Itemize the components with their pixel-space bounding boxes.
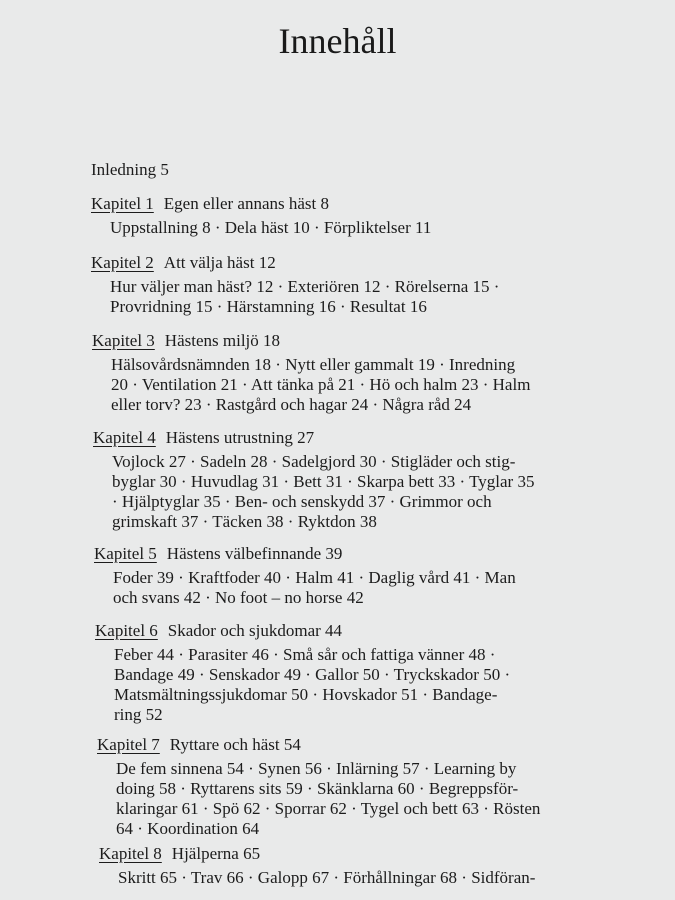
chapter-label: Kapitel 4 [93, 428, 156, 447]
section-line: och svans 42 · No foot – no horse 42 [113, 588, 364, 607]
chapter-sections [110, 218, 431, 238]
chapter-label: Kapitel 7 [97, 735, 160, 754]
chapter-title: Hjälperna 65 [171, 844, 261, 863]
section-line: · Hjälptyglar 35 · Ben- och senskydd 37 · Grimmor och [112, 492, 492, 511]
chapter-label: Kapitel 3 [92, 331, 155, 350]
chapter-sections [116, 759, 540, 839]
chapter-4 [93, 427, 534, 532]
section-line: byglar 30 · Huvudlag 31 · Bett 31 · Skarpa bett 33 · Tyglar 35 [112, 472, 535, 491]
chapter-heading [97, 734, 540, 756]
section-line: Hälsovårdsnämnden 18 · Nytt eller gammalt 19 · Inredning [111, 355, 516, 374]
chapter-label: Kapitel 5 [94, 544, 157, 563]
chapter-label: Kapitel 6 [95, 621, 158, 640]
chapter-2 [91, 252, 499, 317]
chapter-title: Att välja häst 12 [163, 253, 276, 272]
chapter-sections [110, 277, 499, 317]
section-line: grimskaft 37 · Täcken 38 · Ryktdon 38 [112, 512, 377, 531]
section-line: Uppstallning 8 · Dela häst 10 · Förpliktelser 11 [110, 218, 432, 237]
section-line: klaringar 61 · Spö 62 · Sporrar 62 · Tygel och bett 63 · Rösten [116, 799, 541, 818]
chapter-title: Egen eller annans häst 8 [163, 194, 330, 213]
section-line: Vojlock 27 · Sadeln 28 · Sadelgjord 30 · Stigläder och stig- [112, 452, 516, 471]
chapter-heading [92, 330, 530, 352]
chapter-title: Hästens välbefinnande 39 [166, 544, 343, 563]
chapter-heading [94, 543, 516, 565]
chapter-title: Hästens utrustning 27 [165, 428, 315, 447]
chapter-label: Kapitel 1 [91, 194, 154, 213]
chapter-1 [91, 193, 431, 238]
section-line: ring 52 [114, 705, 163, 724]
chapter-heading [99, 843, 535, 865]
section-line: 64 · Koordination 64 [116, 819, 260, 838]
chapter-5 [94, 543, 516, 608]
chapter-sections [113, 568, 516, 608]
chapter-heading [95, 620, 510, 642]
chapter-sections [112, 452, 534, 532]
chapter-heading [91, 193, 431, 215]
section-line: Foder 39 · Kraftfoder 40 · Halm 41 · Daglig vård 41 · Man [113, 568, 516, 587]
section-line: doing 58 · Ryttarens sits 59 · Skänklarna 60 · Begreppsför- [116, 779, 519, 798]
chapter-3 [92, 330, 530, 415]
chapter-heading [93, 427, 534, 449]
section-line: De fem sinnena 54 · Synen 56 · Inlärning 57 · Learning by [116, 759, 517, 778]
chapter-7 [97, 734, 540, 839]
section-line: Feber 44 · Parasiter 46 · Små sår och fattiga vänner 48 · [114, 645, 496, 664]
chapter-sections [111, 355, 530, 415]
chapter-6 [95, 620, 510, 725]
chapter-title: Ryttare och häst 54 [169, 735, 301, 754]
chapter-title: Hästens miljö 18 [164, 331, 281, 350]
chapter-title: Skador och sjukdomar 44 [167, 621, 343, 640]
chapter-sections [118, 868, 535, 888]
section-line: Hur väljer man häst? 12 · Exteriören 12 · Rörelserna 15 · [110, 277, 500, 296]
chapter-label: Kapitel 8 [99, 844, 162, 863]
chapter-heading [91, 252, 499, 274]
section-line: Provridning 15 · Härstamning 16 · Resultat 16 [110, 297, 427, 316]
section-line: Matsmältningssjukdomar 50 · Hovskador 51 · Bandage- [114, 685, 498, 704]
chapter-8 [99, 843, 535, 888]
page-title: Innehåll [278, 21, 397, 61]
intro-entry: Inledning 5 [91, 160, 169, 179]
section-line: 20 · Ventilation 21 · Att tänka på 21 · Hö och halm 23 · Halm [111, 375, 531, 394]
chapter-label: Kapitel 2 [91, 253, 154, 272]
chapter-sections [114, 645, 510, 725]
section-line: eller torv? 23 · Rastgård och hagar 24 · Några råd 24 [111, 395, 472, 414]
section-line: Skritt 65 · Trav 66 · Galopp 67 · Förhållningar 68 · Sidföran- [118, 868, 536, 887]
section-line: Bandage 49 · Senskador 49 · Gallor 50 · Tryckskador 50 · [114, 665, 511, 684]
